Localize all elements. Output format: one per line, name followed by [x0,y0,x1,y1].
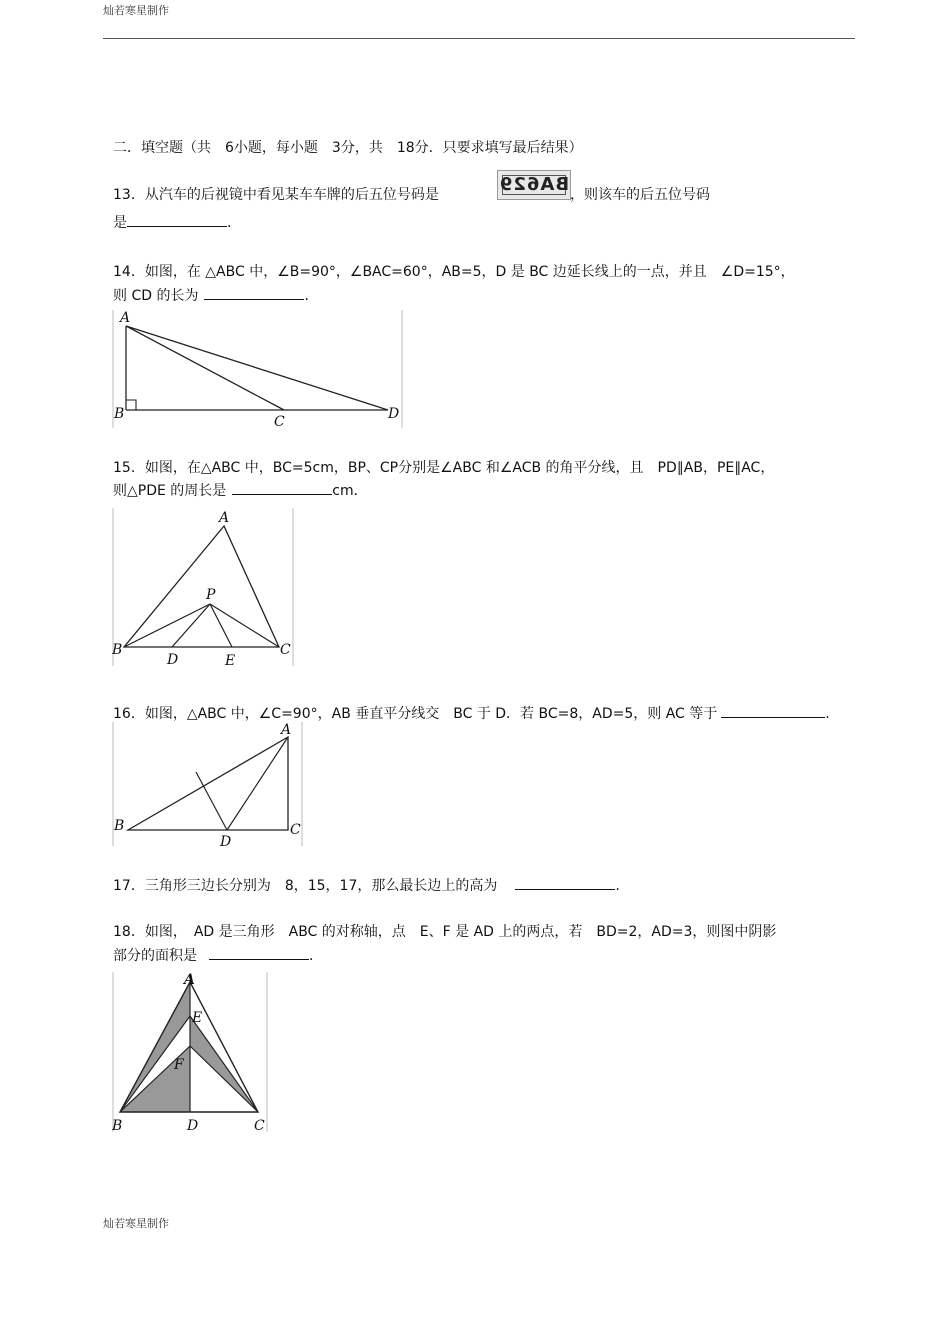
segment-cf [190,1046,258,1112]
label-b: B [114,818,125,834]
footer-watermark: 灿若寒星制作 [103,1217,169,1230]
label-d: D [167,652,179,668]
q18-figure [112,972,270,1134]
q16-suffix: . [825,706,830,722]
q14-line2 [113,285,318,305]
segment-ad [227,737,288,830]
q18-line2 [113,945,313,965]
license-plate-mirror-image [497,170,571,200]
label-b: B [112,642,123,658]
perpendicular-bisector [196,772,227,830]
side-ad [126,326,388,410]
label-a: A [184,972,195,988]
triangle-abc [124,526,279,647]
label-p: P [206,587,216,603]
segment-pd [172,604,210,647]
q13-line2 [113,212,231,232]
label-d: D [388,406,400,422]
q18-prefix: 部分的面积是 [113,948,197,964]
q14-text: 14．如图，在 △ABC 中，∠B=90°，∠BAC=60°，AB=5，D 是 BC 边延长线上的一点，并且 ∠D=15°， [113,264,795,280]
q15-suffix: cm． [332,483,368,499]
label-d: D [220,834,232,848]
label-c: C [274,414,285,430]
triangle-abc [128,737,288,830]
segment-ce [190,1016,258,1112]
label-c: C [280,642,291,658]
q18-answer-blank[interactable] [209,945,309,960]
header-rule [103,38,855,39]
q14-suffix: ． [304,288,319,304]
q15-figure [112,508,296,668]
plate-text: BA629 [498,174,570,195]
label-c: C [254,1118,265,1134]
label-e: E [192,1010,203,1026]
label-d: D [187,1118,199,1134]
q16-line1 [113,703,830,723]
label-b: B [114,406,125,422]
q16-figure [112,722,306,848]
q14-figure [112,310,404,430]
q15-prefix: 则△PDE 的周长是 [113,483,227,499]
q16-answer-blank[interactable] [721,703,825,718]
q13-suffix: . [227,215,232,231]
label-b: B [112,1118,123,1134]
right-angle-mark [126,400,136,410]
label-f: F [174,1057,184,1073]
q16-text: 16．如图，△ABC 中，∠C=90°，AB 垂直平分线交 BC 于 D．若 BC=8，AD=5，则 AC 等于 [113,706,718,722]
q13-prefix: 是 [113,215,127,231]
q17-text: 17．三角形三边长分别为 8，15，17，那么最长边上的高为 [113,878,498,894]
label-e: E [225,653,236,668]
q15-answer-blank[interactable] [232,480,332,495]
label-c: C [290,822,301,838]
label-a: A [219,510,230,526]
label-a: A [281,722,292,738]
header-watermark: 灿若寒星制作 [103,4,169,17]
q17-line1 [113,875,620,895]
bisector-bp [124,604,210,647]
q14-prefix: 则 CD 的长为 [113,288,199,304]
label-a: A [120,310,131,326]
q13-text-2: ，则该车的后五位号码 [570,187,710,203]
q18-suffix: . [309,948,314,964]
side-ac [126,326,284,410]
q13-text: 13．从汽车的后视镜中看见某车车牌的后五位号码是 [113,187,439,203]
q15-text: 15．如图，在△ABC 中，BC=5cm，BP、CP分别是∠ABC 和∠ACB 的角平分线，且 PD∥AB，PE∥AC， [113,460,775,476]
q17-suffix: . [615,878,620,894]
q17-answer-blank[interactable] [515,875,615,890]
section-title: 二．填空题（共 6小题，每小题 3分，共 18分．只要求填写最后结果） [113,140,583,156]
q18-text: 18．如图， AD 是三角形 ABC 的对称轴，点 E、F 是 AD 上的两点，若 BD=2，AD=3，则图中阴影 [113,924,777,940]
q15-line2 [113,480,368,500]
q13-answer-blank[interactable] [127,212,227,227]
q14-answer-blank[interactable] [204,285,304,300]
